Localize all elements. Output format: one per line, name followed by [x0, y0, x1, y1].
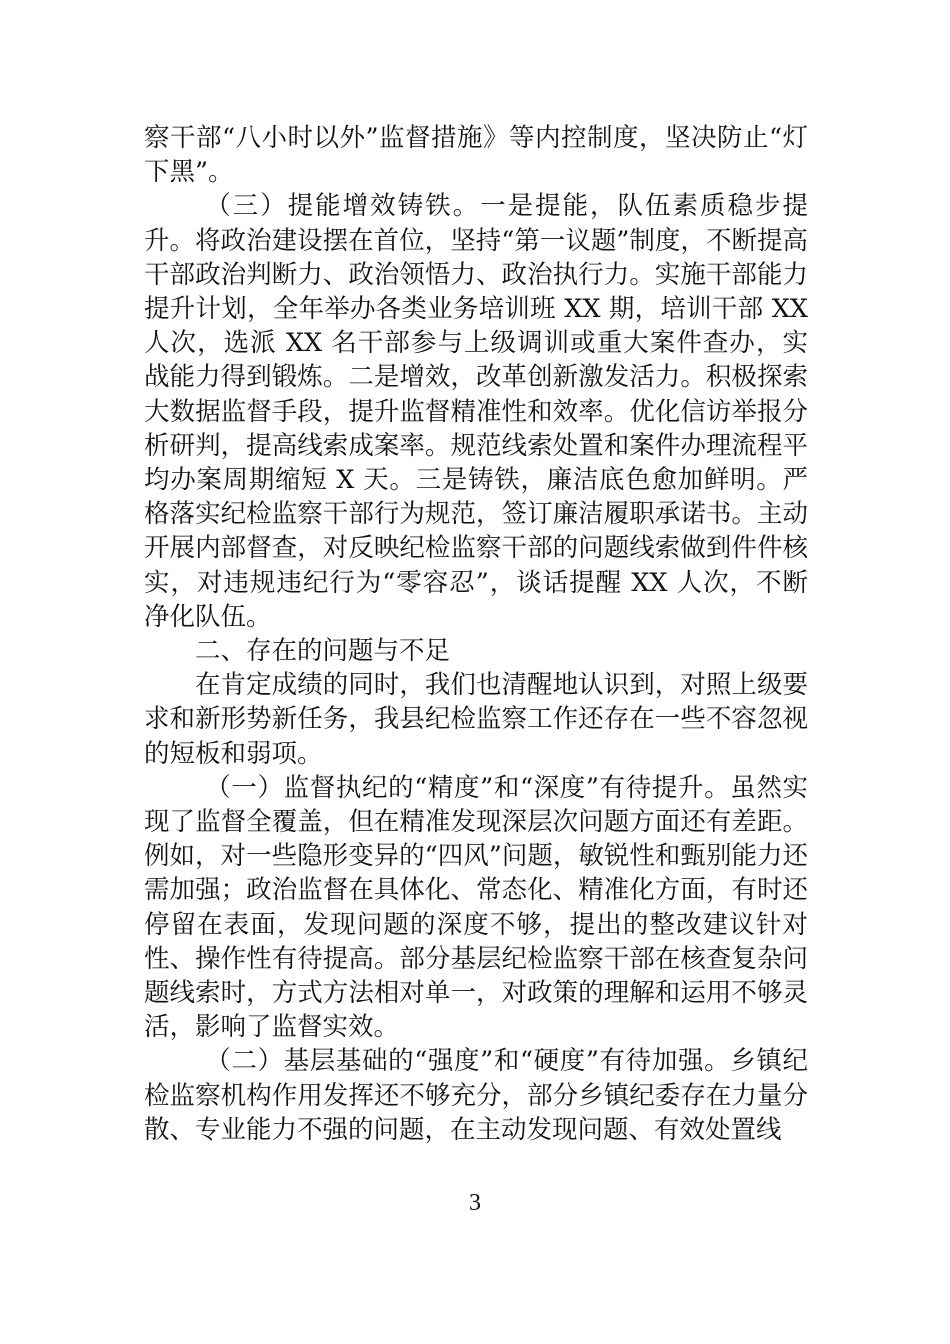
paragraph-section-three-capability: （三）提能增效铸铁。一是提能，队伍素质稳步提升。将政治建设摆在首位，坚持“第一议题”制度，不断提高干部政治判断力、政治领悟力、政治执行力。实施干部能力提升计划，全年举办各类业务培训班 XX 期，培训干部 XX 人次，选派 XX 名干部参与上级调训或重大案件查办，实战能力得到锻炼。二是增效，改革创新激发活力。积极探索大数据监督手段，提升监督精准性和效率。优化信访举报分析研判，提高线索成案率。规范线索处置和案件办理流程平均办案周期缩短 X 天。三是铸铁，廉洁底色愈加鲜明。严格落实纪检监察干部行为规范，签订廉洁履职承诺书。主动开展内部督查，对反映纪检监察干部的问题线索做到件件核实，对违规违纪行为“零容忍”，谈话提醒 XX 人次，不断净化队伍。	[144, 191, 808, 632]
paragraph-problems-intro: 在肯定成绩的同时，我们也清醒地认识到，对照上级要求和新形势新任务，我县纪检监察工作还存在一些不容忽视的短板和弱项。	[144, 670, 808, 769]
paragraph-problem-one-supervision: （一）监督执纪的“精度”和“深度”有待提升。虽然实现了监督全覆盖，但在精准发现深层次问题方面还有差距。例如，对一些隐形变异的“四风”问题，敏锐性和甄别能力还需加强；政治监督在具体化、常态化、精准化方面，有时还停留在表面，发现问题的深度不够，提出的整改建议针对性、操作性有待提高。部分基层纪检监察干部在核查复杂问题线索时，方式方法相对单一，对政策的理解和运用不够灵活，影响了监督实效。	[144, 772, 808, 1043]
paragraph-problem-two-grassroots: （二）基层基础的“强度”和“硬度”有待加强。乡镇纪检监察机构作用发挥还不够充分，部分乡镇纪委存在力量分散、专业能力不强的问题，在主动发现问题、有效处置线	[144, 1046, 808, 1145]
document-body	[144, 121, 808, 1147]
heading-problems-and-shortcomings: 二、存在的问题与不足	[195, 636, 451, 667]
paragraph-continuation: 察干部“八小时以外”监督措施》等内控制度，坚决防止“灯下黑”。	[144, 123, 808, 188]
page-number: 3	[469, 1190, 481, 1216]
